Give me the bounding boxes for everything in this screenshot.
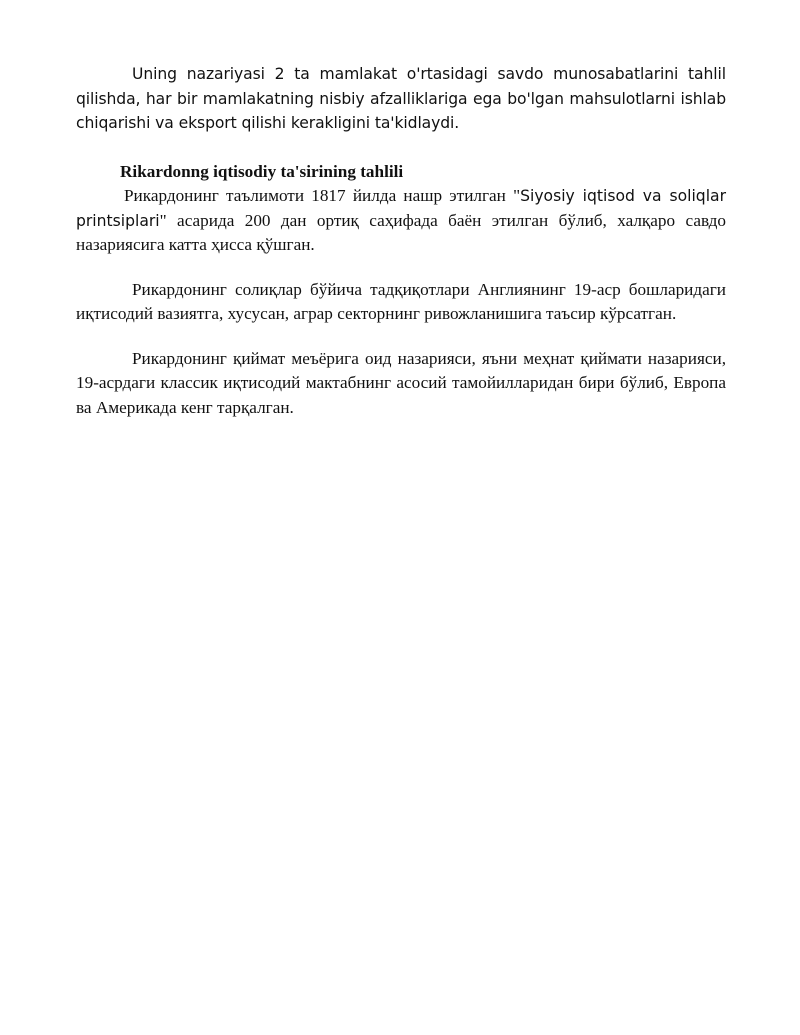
document-page xyxy=(76,62,726,420)
section-heading: Rikardonng iqtisodiy ta'sirining tahlili xyxy=(120,161,404,181)
paragraph-ricardo-taxes: Рикардонинг солиқлар бўйича тадқиқотлари Англиянинг 19-аср бошларидаги иқтисодий вазиятга, хусусан, аграр секторнинг ривожланишига таъсир кўрсатган. xyxy=(76,279,726,323)
paragraph-text-part1: Рикардонинг таълимоти 1817 йилда нашр этилган " xyxy=(124,186,521,205)
spacer xyxy=(76,327,726,347)
paragraph-ricardo-theory: Uning nazariyasi 2 ta mamlakat o'rtasidagi savdo munosabatlarini tahlil qilishda, har bir mamlakatning nisbiy afzalliklariga ega bo'lgan mahsulotlarni ishlab chiqarishi va eksport qilishi kerakligini ta'kidlaydi. xyxy=(76,65,726,132)
paragraph-text-part2: " асарида 200 дан ортиқ саҳифада баён этилган бўлиб, халқаро савдо назариясига катта ҳисса қўшган. xyxy=(76,210,726,254)
paragraph-ricardo-1817 xyxy=(76,184,726,258)
paragraph-ricardo-value-theory: Рикардонинг қиймат меъёрига оид назарияси, яъни меҳнат қиймати назарияси, 19-асрдаги классик иқтисодий мактабнинг асосий тамойилларидан бири бўлиб, Европа ва Америкада кенг тарқалган. xyxy=(76,348,726,417)
spacer xyxy=(76,258,726,278)
book-title: Siyosiy iqtisod va soliqlar printsiplari xyxy=(76,187,726,230)
spacer xyxy=(76,136,726,160)
